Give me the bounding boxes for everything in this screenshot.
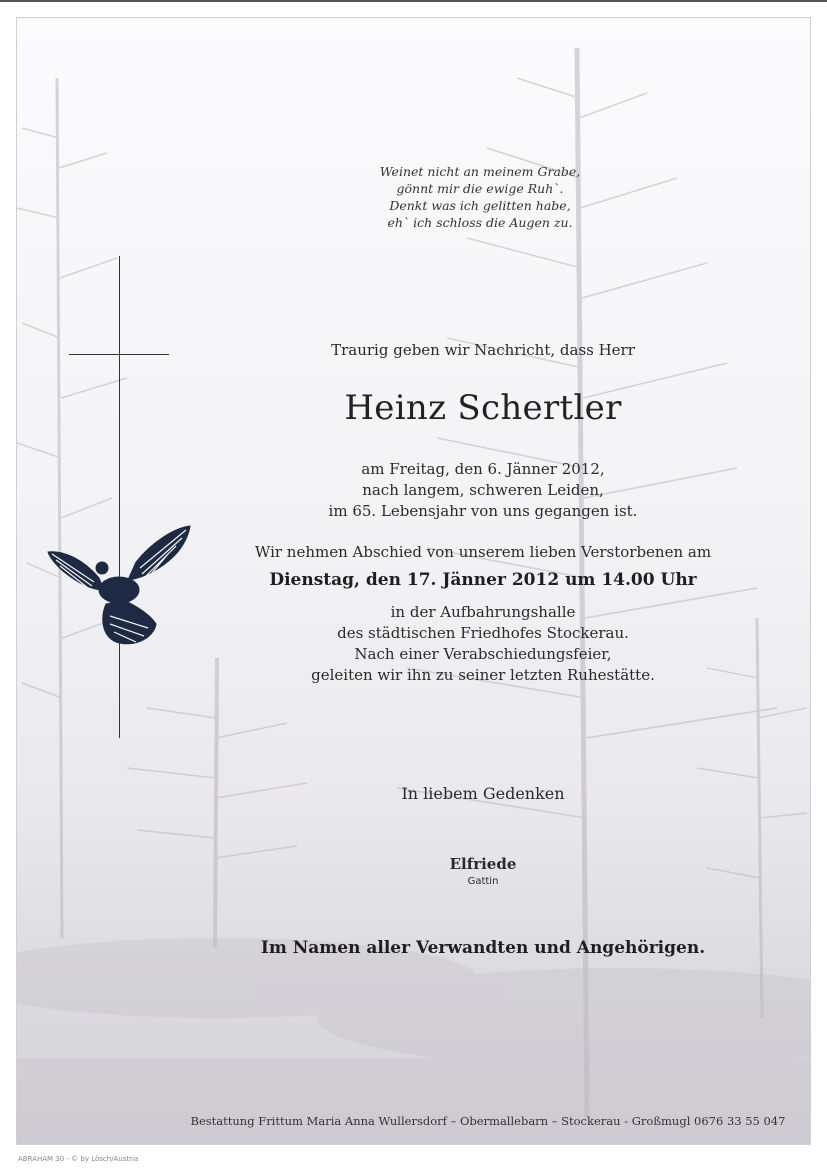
place-line: Nach einer Verabschiedungsfeier, (354, 645, 612, 663)
poem-line: Denkt was ich gelitten habe, (389, 198, 571, 213)
detail-line: am Freitag, den 6. Jänner 2012, (361, 460, 605, 478)
poem-line: eh` ich schloss die Augen zu. (387, 215, 573, 230)
farewell-intro: Wir nehmen Abschied von unserem lieben Verstorbenen am (254, 543, 712, 561)
closing-line: Im Namen aller Verwandten und Angehörigen. (260, 938, 706, 958)
funeral-home-footer: Bestattung Frittum Maria Anna Wullersdorf – Obermallebarn – Stockerau - Großmugl 0676 33 55 047 (190, 1114, 786, 1128)
detail-line: nach langem, schweren Leiden, (362, 481, 604, 499)
dove-icon (44, 520, 194, 650)
place-line: in der Aufbahrungshalle (390, 603, 576, 621)
signer-relation: Gattin (467, 876, 499, 887)
death-details (233, 459, 733, 522)
imprint: ABRAHAM 30 - © by Lösch/Austria (18, 1155, 139, 1163)
funeral-place (233, 602, 733, 686)
signer-name: Elfriede (449, 855, 517, 873)
deceased-name: Heinz Schertler (344, 388, 622, 428)
poem-line: gönnt mir die ewige Ruh`. (396, 181, 564, 196)
cross-bar (69, 354, 169, 355)
funeral-date: Dienstag, den 17. Jänner 2012 um 14.00 Uhr (269, 570, 697, 590)
top-rule (0, 0, 827, 2)
intro-text: Traurig geben wir Nachricht, dass Herr (331, 341, 635, 359)
place-line: des städtischen Friedhofes Stockerau. (337, 624, 629, 642)
detail-line: im 65. Lebensjahr von uns gegangen ist. (328, 502, 638, 520)
poem-line: Weinet nicht an meinem Grabe, (379, 164, 581, 179)
poem (300, 163, 660, 231)
memorial-heading: In liebem Gedenken (401, 784, 565, 803)
cross-icon (119, 256, 120, 738)
place-line: geleiten wir ihn zu seiner letzten Ruhestätte. (311, 666, 655, 684)
